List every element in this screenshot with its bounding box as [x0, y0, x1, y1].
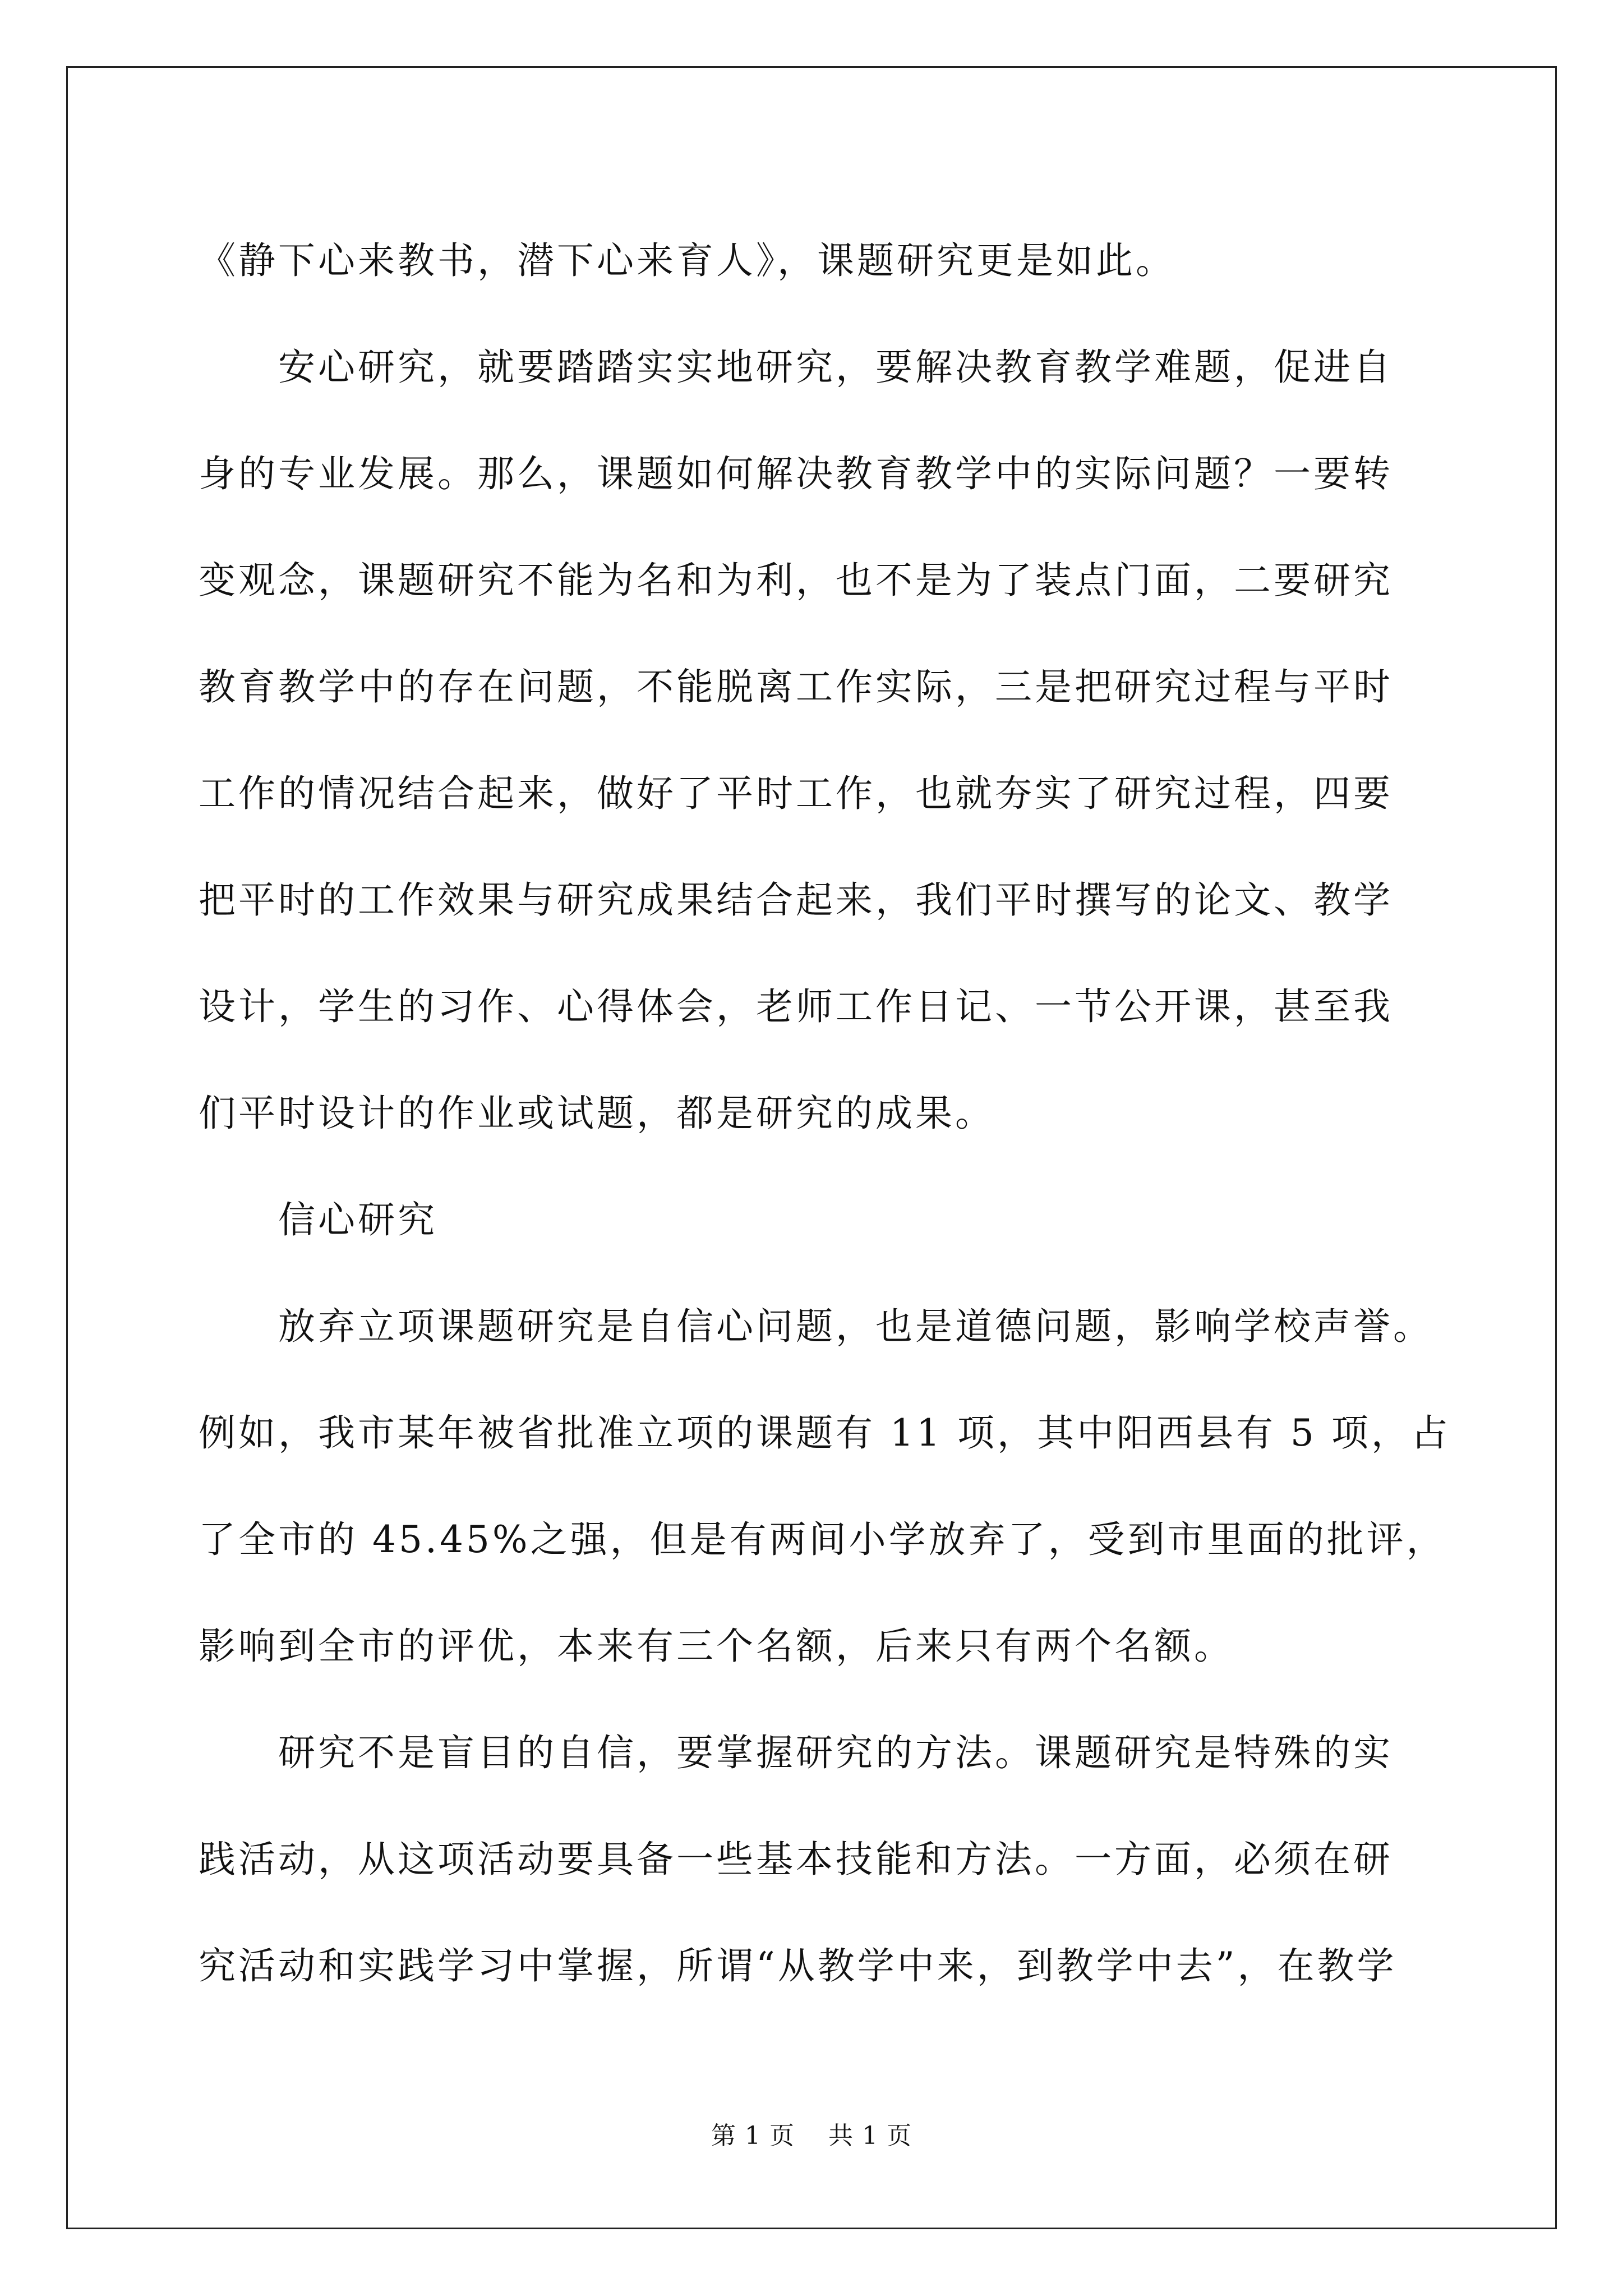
text-line: 变观念，课题研究不能为名和为利，也不是为了装点门面，二要研究 [199, 559, 1393, 602]
text-line: 研究不是盲目的自信，要掌握研究的方法。课题研究是特殊的实 [278, 1731, 1393, 1774]
text-line: 《静下心来教书，潜下心来育人》，课题研究更是如此。 [199, 239, 1175, 282]
text-line: 了全市的 45.45%之强，但是有两间小学放弃了，受到市里面的批评， [199, 1518, 1446, 1561]
text-line: 设计，学生的习作、心得体会，老师工作日记、一节公开课，甚至我 [199, 985, 1393, 1028]
text-line: 工作的情况结合起来，做好了平时工作，也就夯实了研究过程，四要 [199, 772, 1393, 815]
text-line: 践活动，从这项活动要具备一些基本技能和方法。一方面，必须在研 [199, 1838, 1393, 1881]
text-line: 把平时的工作效果与研究成果结合起来，我们平时撰写的论文、教学 [199, 878, 1393, 922]
text-line: 身的专业发展。那么，课题如何解决教育教学中的实际问题？一要转 [199, 452, 1393, 495]
text-line: 安心研究，就要踏踏实实地研究，要解决教育教学难题，促进自 [278, 346, 1393, 389]
page-footer [0, 2119, 1623, 2153]
page-total: 共 1 页 [828, 2122, 912, 2150]
section-heading: 信心研究 [278, 1198, 437, 1241]
text-line: 们平时设计的作业或试题，都是研究的成果。 [199, 1092, 995, 1135]
text-line: 例如，我市某年被省批准立项的课题有 11 项，其中阳西县有 5 项，占 [199, 1411, 1451, 1455]
text-line: 放弃立项课题研究是自信心问题，也是道德问题，影响学校声誉。 [278, 1305, 1433, 1348]
text-line: 教育教学中的存在问题，不能脱离工作实际，三是把研究过程与平时 [199, 665, 1393, 708]
text-line: 影响到全市的评优，本来有三个名额，后来只有两个名额。 [199, 1625, 1234, 1668]
page-number: 第 1 页 [711, 2122, 795, 2150]
text-line: 究活动和实践学习中掌握，所谓“从教学中来，到教学中去”，在教学 [199, 1944, 1397, 1987]
